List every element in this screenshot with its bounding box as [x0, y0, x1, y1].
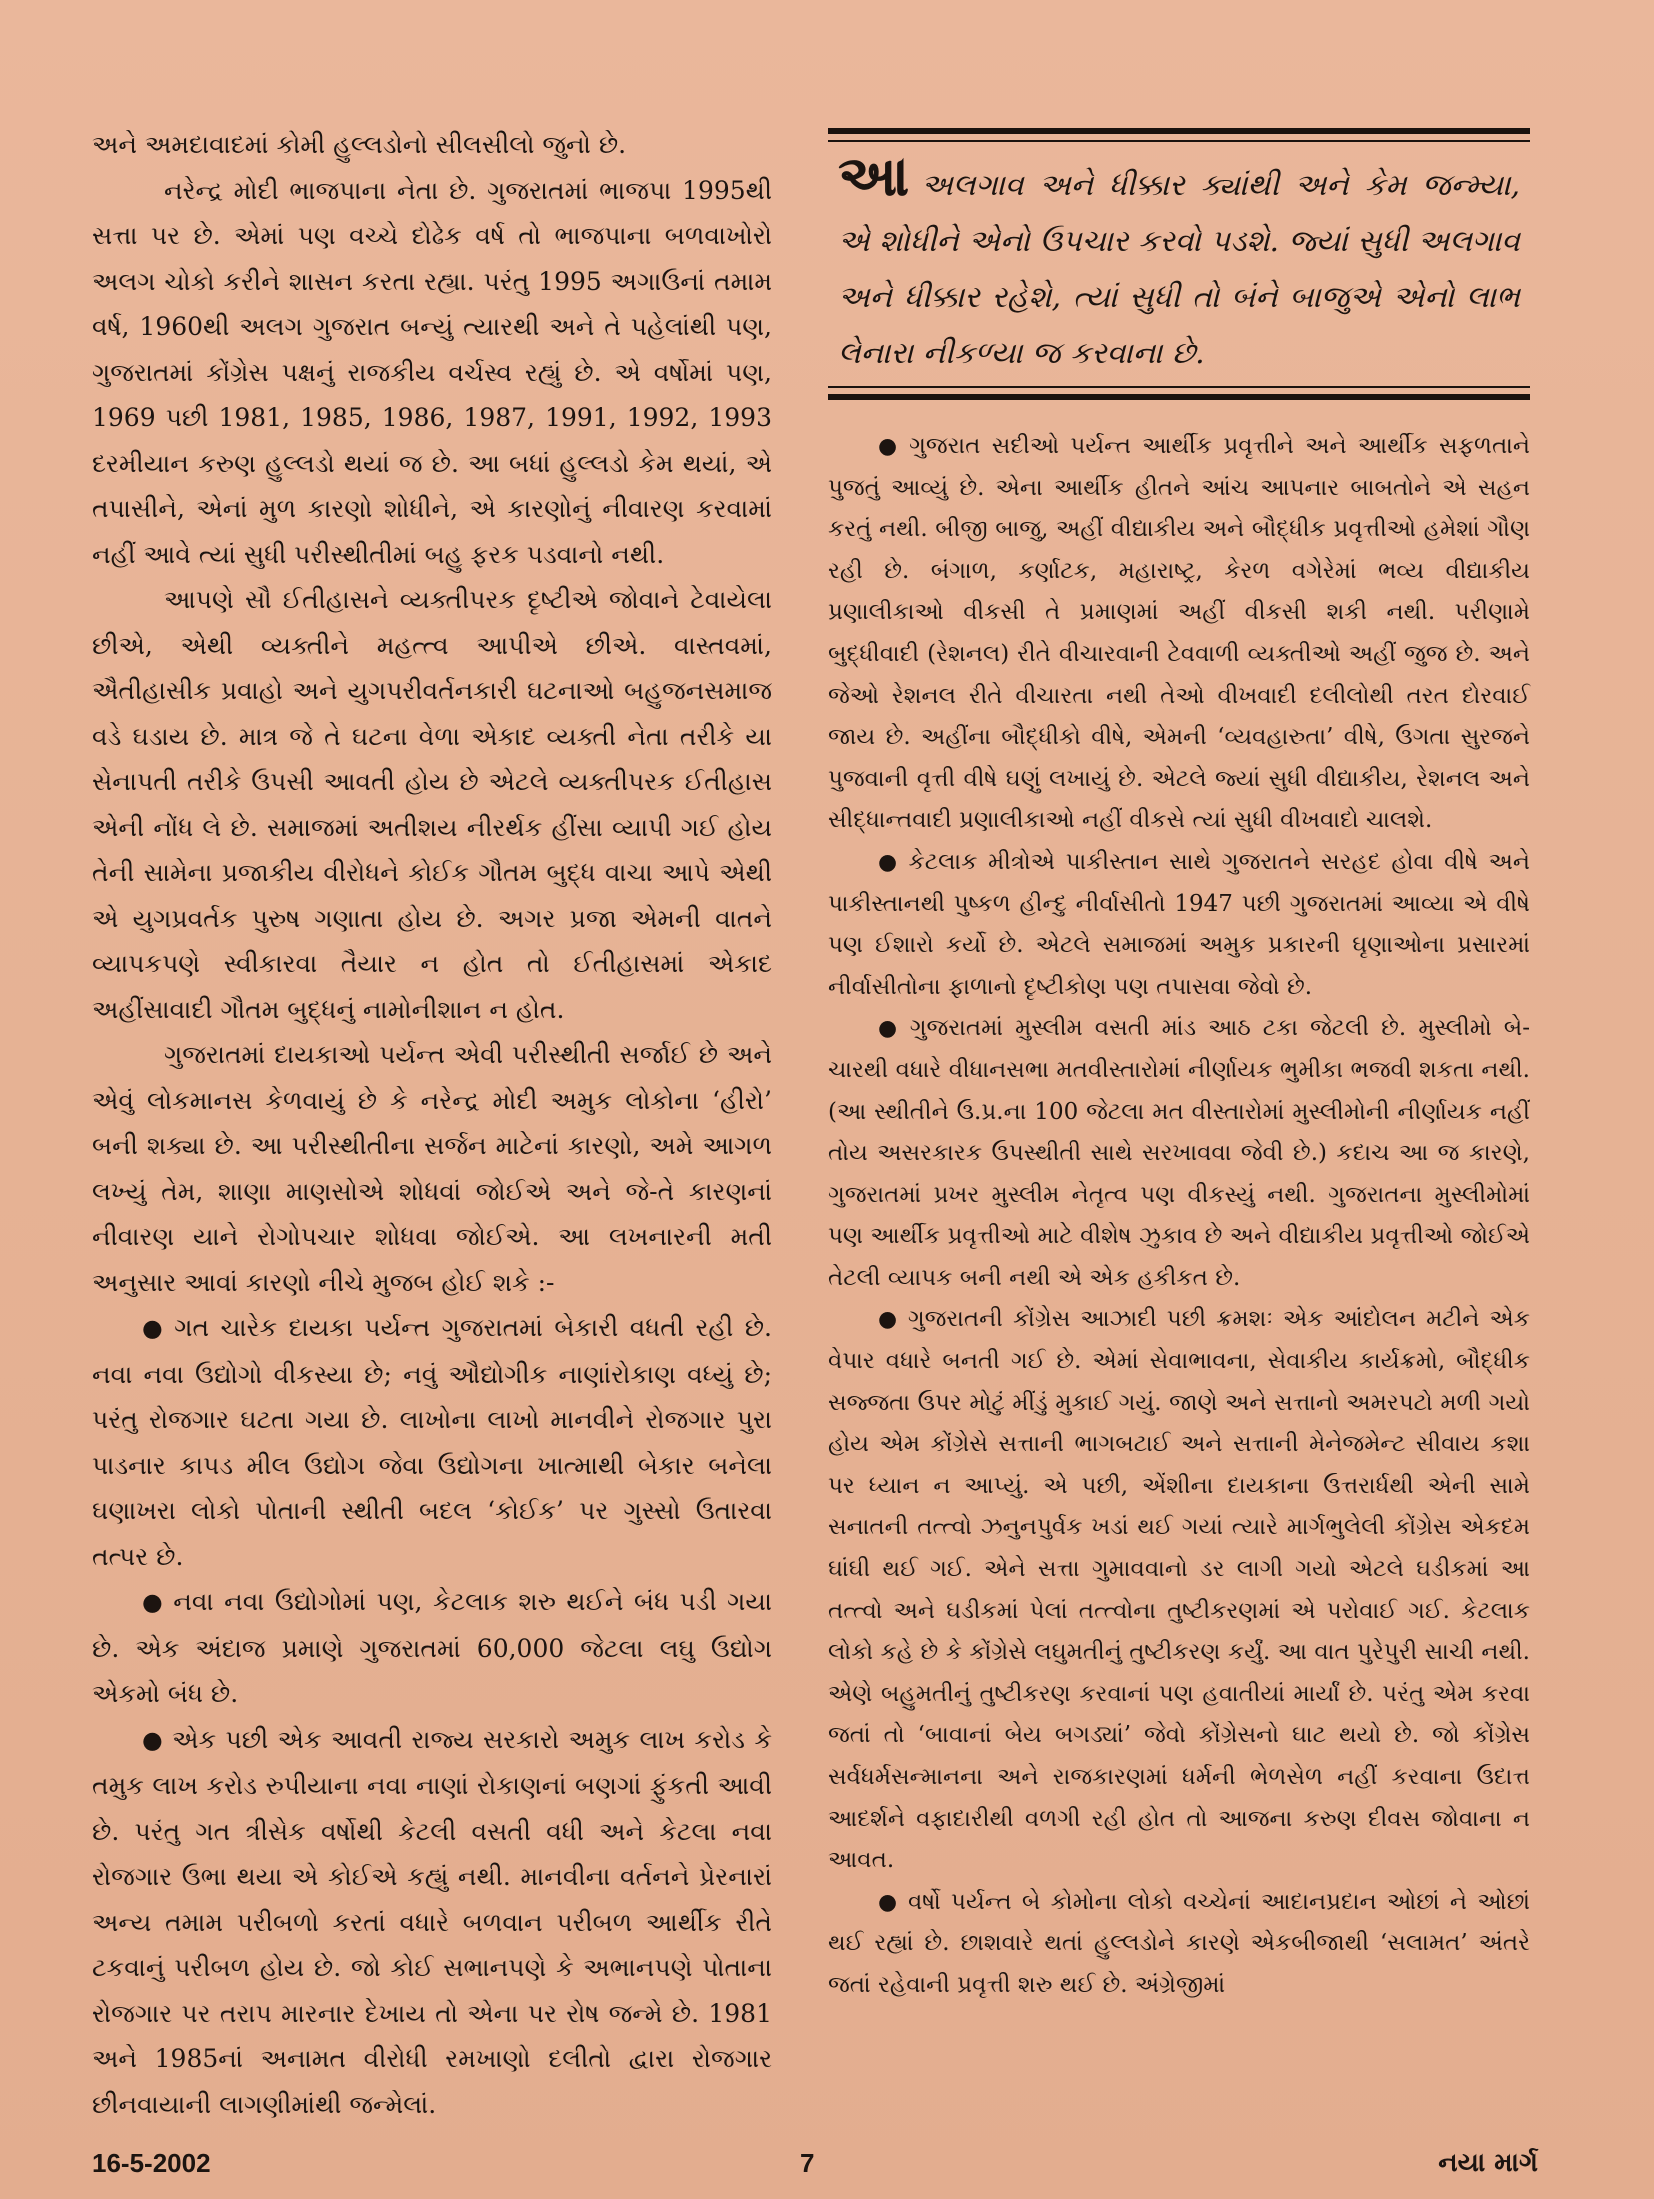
bullet-icon: ●	[878, 849, 901, 875]
paragraph-text: નવા નવા ઉદ્યોગોમાં પણ, કેટલાક શરુ થઈને બંધ પડી ગયા છે. એક અંદાજ પ્રમાણે ગુજરાતમાં 60,000 જેટલા લઘુ ઉદ્યોગ એકમો બંધ છે.	[92, 1587, 772, 1708]
bullet-paragraph	[92, 1717, 772, 2128]
right-column-body	[828, 426, 1530, 2007]
paragraph-text: ગુજરાતમાં દાયકાઓ પર્યન્ત એવી પરીસ્થીતી સર્જાઈ છે અને એવું લોકમાનસ કેળવાયું છે કે નરેન્દ્ર મોદી અમુક લોકોના ‘હીરો’ બની શક્યા છે. આ પરીસ્થીતીના સર્જન માટેનાં કારણો, અમે આગળ લખ્યું તેમ, શાણા માણસોએ શોધવાં જોઈએ અને જે-તે કારણનાં નીવારણ યાને રોગોપચાર શોધવા જોઈએ. આ લખનારની મતી અનુસાર આવાં કારણો નીચે મુજબ હોઈ શકે :-	[92, 1040, 772, 1297]
paragraph-text: વર્ષો પર્યન્ત બે કોમોના લોકો વચ્ચેનાં આદાનપ્રદાન ઓછાં ને ઓછાં થઈ રહ્યાં છે. છાશવારે થતાં હુલ્લડોને કારણે એકબીજાથી ‘સલામત’ અંતરે જતાં રહેવાની પ્રવૃત્તી શરુ થઈ છે. અંગ્રેજીમાં	[828, 1888, 1530, 1998]
bullet-icon: ●	[142, 1725, 165, 1754]
bullet-icon: ●	[878, 434, 902, 459]
paragraph	[92, 577, 772, 1032]
bullet-paragraph	[828, 1299, 1530, 1881]
paragraph	[92, 122, 772, 168]
paragraph-text: કેટલાક મીત્રોએ પાકીસ્તાન સાથે ગુજરાતને સરહદ હોવા વીષે અને પાકીસ્તાનથી પુષ્કળ હીન્દુ નીર્વાસીતો 1947 પછી ગુજરાતમાં આવ્યા એ વીષે પણ ઈશારો કર્યો છે. એટલે સમાજમાં અમુક પ્રકારની ઘૃણાઓના પ્રસારમાં નીર્વાસીતોના ફાળાનો દૃષ્ટીકોણ પણ તપાસવા જેવો છે.	[828, 848, 1530, 1000]
pull-quote	[828, 128, 1530, 400]
paragraph-text: આપણે સૌ ઈતીહાસને વ્યક્તીપરક દૃષ્ટીએ જોવાને ટેવાયેલા છીએ, એથી વ્યક્તીને મહત્ત્વ આપીએ છીએ. વાસ્તવમાં, ઐતીહાસીક પ્રવાહો અને યુગપરીવર્તનકારી ઘટનાઓ બહુજનસમાજ વડે ઘડાય છે. માત્ર જે તે ઘટના વેળા એકાદ વ્યક્તી નેતા તરીકે યા સેનાપતી તરીકે ઉપસી આવતી હોય છે એટલે વ્યક્તીપરક ઈતીહાસ એની નોંધ લે છે. સમાજમાં અતીશય નીરર્થક હીંસા વ્યાપી ગઈ હોય તેની સામેના પ્રજાકીય વીરોધને કોઈક ગૌતમ બુદ્ધ વાચા આપે એથી એ યુગપ્રવર્તક પુરુષ ગણાતા હોય છે. અગર પ્રજા એમની વાતને વ્યાપકપણે સ્વીકારવા તૈયાર ન હોત તો ઈતીહાસમાં એકાદ અહીંસાવાદી ગૌતમ બુદ્ધનું નામોનીશાન ન હોત.	[92, 585, 772, 1024]
bullet-paragraph	[828, 1882, 1530, 2007]
magazine-name: નયા માર્ગ	[1438, 2148, 1538, 2178]
paragraph-text: નરેન્દ્ર મોદી ભાજપાના નેતા છે. ગુજરાતમાં ભાજપા 1995થી સત્તા પર છે. એમાં પણ વચ્ચે દોઢેક વર્ષ તો ભાજપાના બળવાખોરો અલગ ચોકો કરીને શાસન કરતા રહ્યા. પરંતુ 1995 અગાઉનાં તમામ વર્ષ, 1960થી અલગ ગુજરાત બન્યું ત્યારથી અને તે પહેલાંથી પણ, ગુજરાતમાં કોંગ્રેસ પક્ષનું રાજકીય વર્ચસ્વ રહ્યું છે. એ વર્ષોમાં પણ, 1969 પછી 1981, 1985, 1986, 1987, 1991, 1992, 1993 દરમીયાન કરુણ હુલ્લડો થયાં જ છે. આ બધાં હુલ્લડો કેમ થયાં, એ તપાસીને, એનાં મુળ કારણો શોધીને, એ કારણોનું નીવારણ કરવામાં નહીં આવે ત્યાં સુધી પરીસ્થીતીમાં બહુ ફરક પડવાનો નથી.	[92, 175, 772, 569]
paragraph	[92, 1032, 772, 1305]
issue-date: 16-5-2002	[92, 2148, 211, 2178]
page-number: 7	[800, 2148, 815, 2178]
bullet-icon: ●	[878, 1889, 901, 1915]
paragraph	[92, 168, 772, 578]
bullet-icon: ●	[878, 1016, 902, 1042]
bullet-icon: ●	[142, 1314, 167, 1342]
bullet-paragraph	[92, 1579, 772, 1717]
paragraph-text: ગુજરાતમાં મુસ્લીમ વસતી માંડ આઠ ટકા જેટલી છે. મુસ્લીમો બે-ચારથી વધારે વીધાનસભા મતવીસ્તારોમાં નીર્ણાયક ભુમીકા ભજવી શકતા નથી. (આ સ્થીતીને ઉ.પ્ર.ના 100 જેટલા મત વીસ્તારોમાં મુસ્લીમોની નીર્ણાયક નહીં તોય અસરકારક ઉપસ્થીતી સાથે સરખાવવા જેવી છે.) કદાચ આ જ કારણે, ગુજરાતમાં પ્રખર મુસ્લીમ નેતૃત્વ પણ વીકસ્યું નથી. ગુજરાતના મુસ્લીમોમાં પણ આર્થીક પ્રવૃત્તીઓ માટે વીશેષ ઝુકાવ છે અને વીદ્યાકીય પ્રવૃત્તીઓ જોઈએ તેટલી વ્યાપક બની નથી એ એક હકીકત છે.	[828, 1015, 1531, 1291]
paragraph-text: અને અમદાવાદમાં કોમી હુલ્લડોનો સીલસીલો જુનો છે.	[92, 130, 627, 159]
paragraph-text: ગત ચારેક દાયકા પર્યન્ત ગુજરાતમાં બેકારી વધતી રહી છે. નવા નવા ઉદ્યોગો વીકસ્યા છે; નવું ઔદ્યોગીક નાણાંરોકાણ વધ્યું છે; પરંતુ રોજગાર ઘટતા ગયા છે. લાખોના લાખો માનવીને રોજગાર પુરા પાડનાર કાપડ મીલ ઉદ્યોગ જેવા ઉદ્યોગના ખાત્માથી બેકાર બનેલા ઘણાખરા લોકો પોતાની સ્થીતી બદલ ‘કોઈક’ પર ગુસ્સો ઉતારવા તત્પર છે.	[92, 1313, 772, 1571]
paragraph-text: એક પછી એક આવતી રાજ્ય સરકારો અમુક લાખ કરોડ કે તમુક લાખ કરોડ રુપીયાના નવા નાણાં રોકાણનાં બણગાં ફુંકતી આવી છે. પરંતુ ગત ત્રીસેક વર્ષોથી કેટલી વસતી વધી અને કેટલા નવા રોજગાર ઉભા થયા એ કોઈએ કહ્યું નથી. માનવીના વર્તનને પ્રેરનારાં અન્ય તમામ પરીબળો કરતાં વધારે બળવાન પરીબળ આર્થીક રીતે ટકવાનું પરીબળ હોય છે. જો કોઈ સભાનપણે કે અભાનપણે પોતાના રોજગાર પર તરાપ મારનાર દેખાય તો એના પર રોષ જન્મે છે. 1981 અને 1985નાં અનામત વીરોધી રમખાણો દલીતો દ્વારા રોજગાર છીનવાયાની લાગણીમાંથી જન્મેલાં.	[92, 1724, 772, 2119]
bullet-paragraph	[92, 1305, 772, 1579]
bullet-paragraph	[828, 842, 1530, 1008]
pull-quote-text	[832, 143, 1526, 382]
paragraph-text: ગુજરાતની કોંગ્રેસ આઝાદી પછી ક્રમશઃ એક આંદોલન મટીને એક વેપાર વધારે બનતી ગઈ છે. એમાં સેવાભાવના, સેવાકીય કાર્યક્રમો, બૌદ્ધીક સજ્જતા ઉપર મોટું મીંડું મુકાઈ ગયું. જાણે અને સત્તાનો અમરપટો મળી ગયો હોય એમ કોંગ્રેસે સત્તાની ભાગબટાઈ અને સત્તાની મેનેજમેન્ટ સીવાય કશા પર ધ્યાન ન આપ્યું. એ પછી, એંશીના દાયકાના ઉત્તરાર્ધથી એની સામે સનાતની તત્ત્વો ઝનુનપુર્વક ખડાં થઈ ગયાં ત્યારે માર્ગભુલેલી કોંગ્રેસ એકદમ ઘાંઘી થઈ ગઈ. એને સત્તા ગુમાવવાનો ડર લાગી ગયો એટલે ઘડીકમાં આ તત્ત્વો અને ઘડીકમાં પેલાં તત્ત્વોના તુષ્ટીકરણમાં એ પરોવાઈ ગઈ. કેટલાક લોકો કહે છે કે કોંગ્રેસે લઘુમતીનું તુષ્ટીકરણ કર્યું. આ વાત પુરેપુરી સાચી નથી. એણે બહુમતીનું તુષ્ટીકરણ કરવાનાં પણ હવાતીયાં માર્યાં છે. પરંતુ એમ કરવા જતાં તો ‘બાવાનાં બેય બગડ્યાં’ જેવો કોંગ્રેસનો ઘાટ થયો છે. જો કોંગ્રેસ સર્વધર્મસન્માનના અને રાજકારણમાં ધર્મની ભેળસેળ નહીં કરવાના ઉદાત્ત આદર્શને વફાદારીથી વળગી રહી હોત તો આજના કરુણ દીવસ જોવાના ન આવત.	[828, 1306, 1530, 1874]
bullet-paragraph	[828, 1008, 1530, 1299]
pull-quote-body: અલગાવ અને ધીક્કાર ક્યાંથી અને કેમ જન્મ્યા, એ શોધીને એનો ઉપચાર કરવો પડશે. જ્યાં સુધી અલગાવ અને ધીક્કાર રહેશે, ત્યાં સુધી તો બંને બાજુએ એનો લાભ લેનારા નીકળ્યા જ કરવાના છે.	[838, 168, 1520, 371]
bullet-icon: ●	[142, 1588, 166, 1616]
paragraph-text: ગુજરાત સદીઓ પર્યન્ત આર્થીક પ્રવૃત્તીને અને આર્થીક સફળતાને પુજતું આવ્યું છે. એના આર્થીક હીતને આંચ આપનાર બાબતોને એ સહન કરતું નથી. બીજી બાજુ, અહીં વીદ્યાકીય અને બૌદ્ધીક પ્રવૃત્તીઓ હમેશાં ગૌણ રહી છે. બંગાળ, કર્ણાટક, મહારાષ્ટ્ર, કેરળ વગેરેમાં ભવ્ય વીદ્યાકીય પ્રણાલીકાઓ વીકસી તે પ્રમાણમાં અહીં વીકસી શકી નથી. પરીણામે બુદ્ધીવાદી (રેશનલ) રીતે વીચારવાની ટેવવાળી વ્યક્તીઓ અહીં જુજ છે. અને જેઓ રેશનલ રીતે વીચારતા નથી તેઓ વીખવાદી દલીલોથી તરત દોરવાઈ જાય છે. અહીંના બૌદ્ધીકો વીષે, એમની ‘વ્યવહારુતા’ વીષે, ઉગતા સુરજને પુજવાની વૃત્તી વીષે ઘણું લખાયું છે. એટલે જ્યાં સુધી વીદ્યાકીય, રેશનલ અને સીદ્ધાન્તવાદી પ્રણાલીકાઓ નહીં વીકસે ત્યાં સુધી વીખવાદો ચાલશે.	[828, 433, 1530, 834]
right-column	[828, 122, 1530, 2007]
pull-quote-lead-letter: આ	[838, 143, 910, 209]
left-column	[92, 122, 772, 2127]
page-footer	[92, 2148, 1538, 2180]
bullet-paragraph	[828, 426, 1530, 842]
bullet-icon: ●	[878, 1307, 900, 1333]
